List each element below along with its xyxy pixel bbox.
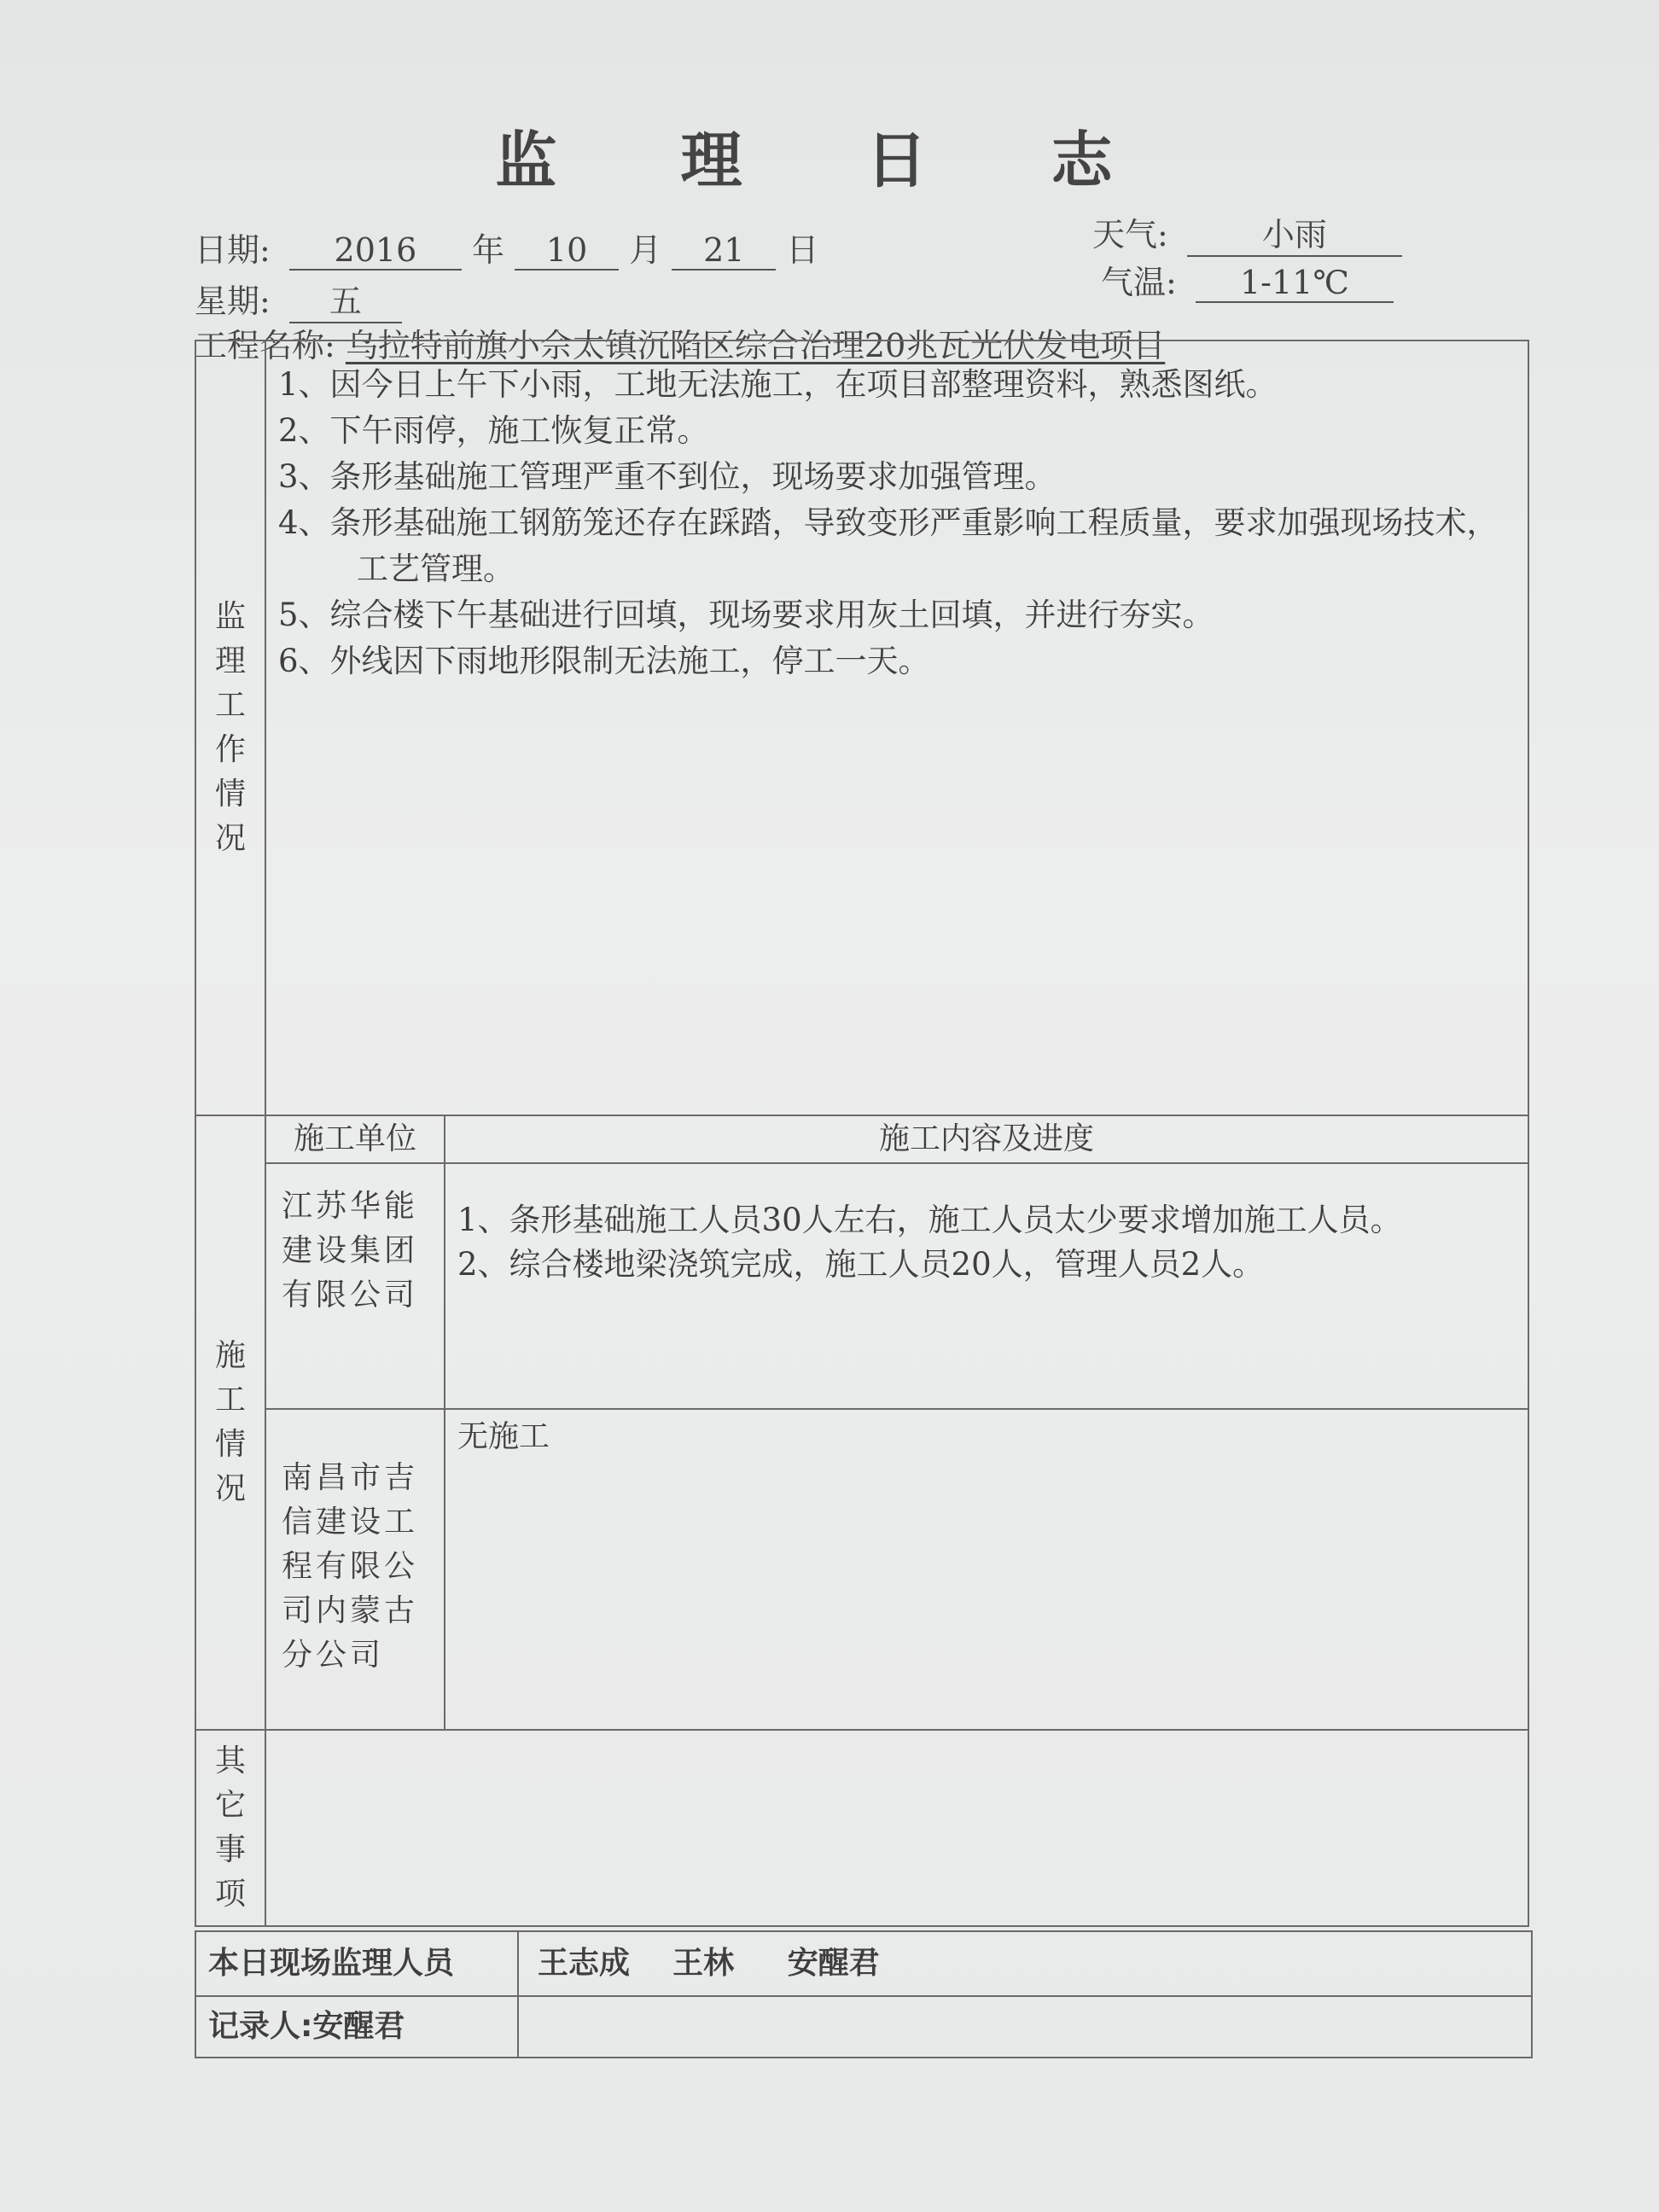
supervision-item: 1、因今日上午下小雨，工地无法施工，在项目部整理资料，熟悉图纸。 (278, 366, 1278, 403)
construction-label: 施 工 情 况 (195, 1115, 265, 1730)
date-line (195, 224, 818, 271)
supervision-row (195, 341, 1528, 1115)
document-title: 监 理 日 志 (495, 125, 1164, 196)
construction-row (195, 1409, 1528, 1730)
weekday-value: 五 (289, 275, 402, 323)
temperature-line (1101, 256, 1394, 303)
construction-content (445, 1409, 1528, 1730)
recorder-row (195, 1996, 1532, 2058)
date-day-unit: 日 (786, 231, 819, 269)
weather-label: 天气: (1092, 216, 1168, 253)
footer-table (195, 1930, 1533, 2058)
recorder-label: 记录人:安醒君 (195, 1996, 518, 2058)
supervision-item: 6、外线因下雨地形限制无法施工，停工一天。 (278, 643, 930, 679)
col-header-content: 施工内容及进度 (445, 1115, 1528, 1163)
construction-item: 2、综合楼地梁浇筑完成，施工人员20人，管理人员2人。 (457, 1246, 1265, 1283)
other-row (195, 1730, 1528, 1926)
construction-content (445, 1163, 1528, 1409)
staff-row (195, 1931, 1532, 1996)
other-label: 其 它 事 项 (195, 1730, 265, 1926)
date-label: 日期: (195, 231, 271, 269)
construction-header-row (195, 1115, 1528, 1163)
construction-row (195, 1163, 1528, 1409)
construction-unit: 南昌市吉信建设工程有限公司内蒙古分公司 (265, 1409, 445, 1730)
date-year: 2016 (289, 231, 462, 271)
supervision-content (265, 341, 1528, 1115)
construction-unit: 江苏华能建设集团有限公司 (265, 1163, 445, 1409)
weather-value: 小雨 (1187, 208, 1402, 257)
weekday-label: 星期: (195, 282, 271, 320)
date-month-unit: 月 (629, 231, 662, 269)
temperature-value: 1-11℃ (1196, 264, 1394, 303)
temperature-label: 气温: (1101, 264, 1177, 301)
supervision-item: 2、下午雨停，施工恢复正常。 (278, 412, 709, 449)
recorder-blank (518, 1996, 1532, 2058)
project-name: 乌拉特前旗小佘太镇沉陷区综合治理20兆瓦光伏发电项目 (345, 327, 1166, 364)
supervision-item: 4、条形基础施工钢筋笼还存在踩踏，导致变形严重影响工程质量，要求加强现场技术，工艺管理。 (278, 504, 1499, 587)
staff-names: 王志成 王林 安醒君 (518, 1931, 1532, 1996)
weather-line (1092, 208, 1402, 257)
date-year-unit: 年 (472, 231, 505, 269)
project-label: 工程名称: (195, 327, 335, 364)
other-content (265, 1730, 1528, 1926)
construction-item: 1、条形基础施工人员30人左右，施工人员太少要求增加施工人员。 (457, 1202, 1402, 1238)
log-table (195, 340, 1529, 1927)
col-header-unit: 施工单位 (265, 1115, 445, 1163)
supervision-item: 5、综合楼下午基础进行回填，现场要求用灰土回填，并进行夯实。 (278, 597, 1214, 633)
supervision-label: 监 理 工 作 情 况 (195, 341, 265, 1115)
weekday-line (195, 275, 402, 323)
staff-label: 本日现场监理人员 (195, 1931, 518, 1996)
date-month: 10 (515, 231, 619, 271)
supervision-item: 3、条形基础施工管理严重不到位，现场要求加强管理。 (278, 458, 1057, 495)
date-day: 21 (672, 231, 776, 271)
construction-item: 无施工 (457, 1419, 550, 1454)
